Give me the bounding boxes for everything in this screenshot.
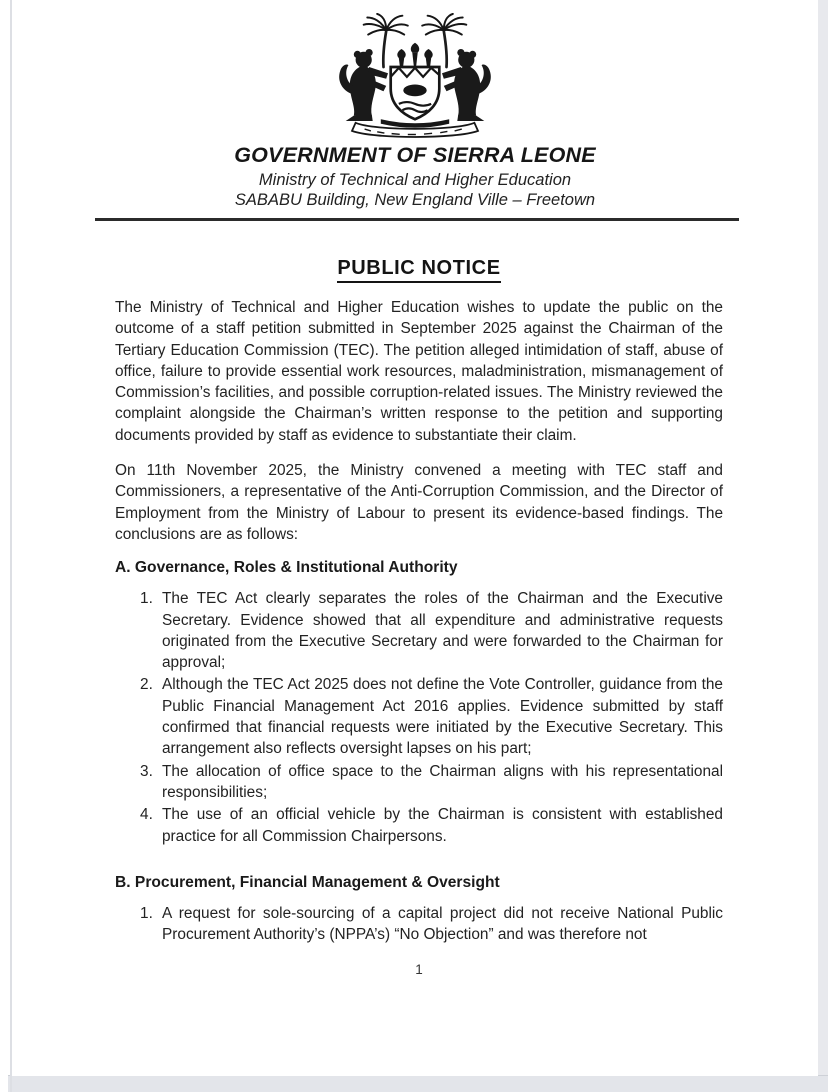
intro-paragraph: The Ministry of Technical and Higher Education wishes to update the public on the outcome of a staff petition submitted in September 2025 against the Chairman of the Tertiary Education Commission (TEC). The petition alleged intimidation of staff, abuse of office, failure to provide essential work resources, maladministration, mismanagement of Commission’s facilities, and possible corruption-related issues. The Ministry reviewed the complaint alongside the Chairman’s written response to the petition and supporting documents provided by staff as evidence to substantiate their claim. [115, 299, 723, 444]
government-title: GOVERNMENT OF SIERRA LEONE [234, 143, 596, 167]
section-a-heading: A. Governance, Roles & Institutional Authority [115, 559, 458, 577]
page-number: 1 [415, 962, 423, 978]
ministry-name: Ministry of Technical and Higher Education [258, 171, 572, 189]
list-item: Although the TEC Act 2025 does not define the Vote Controller, guidance from the Public Financial Management Act 2016 applies. Evidence submitted by staff confirmed that financial requests were initiated by the Executive Secretary. This arrangement also reflects oversight lapses on his part; [162, 676, 723, 758]
list-item: The use of an official vehicle by the Chairman is consistent with established practice for all Commission Chairpersons. [162, 806, 723, 845]
meeting-paragraph: On 11th November 2025, the Ministry convened a meeting with TEC staff and Commissioners, a representative of the Anti-Corruption Commission, and the Director of Employment from the Ministry of Labour to present its evidence-based findings. The conclusions are as follows: [115, 462, 723, 543]
notice-title: PUBLIC NOTICE [115, 257, 723, 280]
letterhead-rule [95, 218, 739, 221]
section-a-list [115, 588, 723, 847]
sierra-leone-coat-of-arms-icon [324, 13, 506, 139]
address-line: SABABU Building, New England Ville – Freetown [234, 191, 596, 209]
list-item: The allocation of office space to the Chairman aligns with his representational responsibilities; [162, 762, 723, 801]
list-item: A request for sole-sourcing of a capital project did not receive National Public Procurement Authority’s (NPPA’s) “No Objection” and was therefore not [162, 904, 723, 944]
photo-edge-bottom [8, 1075, 828, 1092]
notice-body [12, 257, 818, 977]
document-page [12, 0, 818, 1076]
section-b-list [115, 903, 723, 946]
photo-edge-right [818, 0, 828, 1092]
section-b-heading: B. Procurement, Financial Management & Oversight [115, 873, 500, 891]
letterhead [12, 13, 818, 221]
list-item: The TEC Act clearly separates the roles of the Chairman and the Executive Secretary. Evidence showed that all expenditure and administrative requests originated from the Executive Secretary and were forwarded to the Chairman for approval; [162, 590, 723, 672]
